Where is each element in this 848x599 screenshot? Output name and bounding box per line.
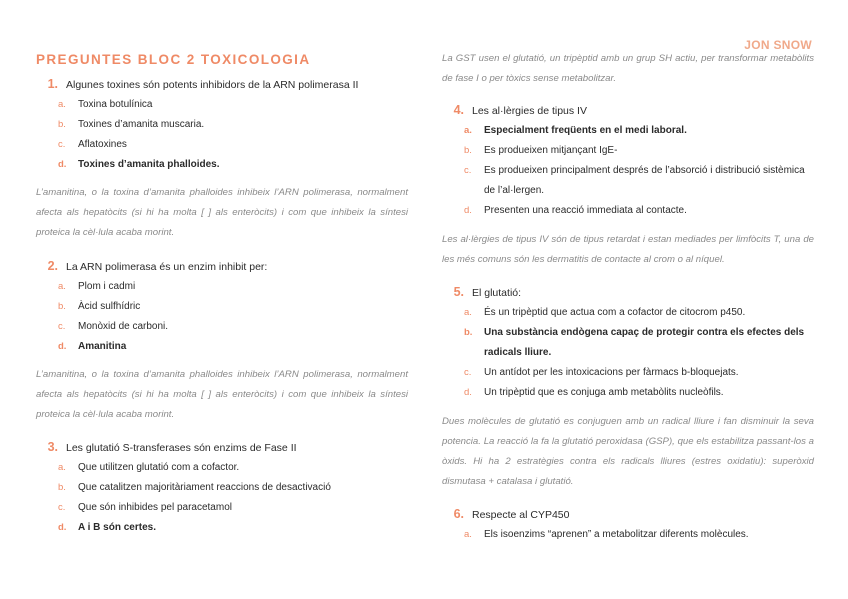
option-d: d. Un tripèptid que es conjuga amb metabòlits nucleòfils. [464,387,724,398]
option-c: c. Un antídot per les intoxicacions per fàrmacs b-bloquejats. [464,367,739,378]
question-number: 5. [453,285,464,299]
option-list [36,458,408,538]
question-2 [36,256,408,357]
option-c: c. Monòxid de carboni. [58,321,169,332]
option-b: b. Àcid sulfhídric [58,301,141,312]
option-list [36,95,408,175]
option-list [442,121,814,221]
explanation: L’amanitina, o la toxina d’amanita phalloides inhibeix l’ARN polimerasa, normalment afecta als hepatòcits (si hi ha molta [ ] als enteròcits) i com que inhibeix la síntesi proteica la cèl·lula acaba morint. [36,187,408,238]
option-a: a. Que utilitzen glutatió com a cofactor. [58,462,240,473]
question-text: Les glutatió S-transferases són enzims de Fase II [66,442,297,454]
option-b: b. Toxines d’amanita muscaria. [58,119,205,130]
explanation: Les al·lèrgies de tipus IV són de tipus retardat i estan mediades per limfòcits T, una de les més comuns són les dermatitis de contacte al crom o al níquel. [442,234,814,265]
option-a: a. Els isoenzims “aprenen” a metabolitzar diferents molècules. [464,529,749,540]
option-d-correct: d. Toxines d’amanita phalloides. [58,159,220,170]
question-text: El glutatió: [472,287,522,299]
option-c: c. Es produeixen principalment després de l’absorció i distribució sistèmica de l’al·lergen. [464,165,805,196]
option-list [442,303,814,403]
question-number: 6. [453,507,464,521]
question-6 [442,504,814,545]
option-d: d. Presenten una reacció immediata al contacte. [464,205,687,216]
explanation: La GST usen el glutatió, un tripèptid amb un grup SH actiu, per transformar metabòlits de fase I o per tòxics sense metabolitzar. [442,53,814,84]
question-text: La ARN polimerasa és un enzim inhibit per: [66,261,268,273]
question-1 [36,74,408,175]
option-a-correct: a. Especialment freqüents en el medi laboral. [464,125,687,136]
author-name: JON SNOW [744,38,812,52]
option-d-correct: d. A i B són certes. [58,522,156,533]
option-d-correct: d. Amanitina [58,341,127,352]
question-number: 1. [47,77,58,91]
option-a: a. Toxina botulínica [58,99,153,110]
option-b: b. Que catalitzen majoritàriament reaccions de desactivació [58,482,331,493]
question-4 [442,100,814,221]
option-c: c. Aflatoxines [58,139,127,150]
question-text: Les al·lèrgies de tipus IV [472,105,587,117]
question-text: Respecte al CYP450 [472,509,570,521]
option-c: c. Que són inhibides pel paracetamol [58,502,232,513]
page-title: PREGUNTES BLOC 2 TOXICOLOGIA [36,52,311,67]
option-b: b. Es produeixen mitjançant IgE- [464,145,618,156]
explanation: Dues molècules de glutatió es conjuguen amb un radical lliure i fan disminuir la seva potencia. La reacció la fa la glutatió peroxidasa (GSP), que els estabilitza passant-los a òxids. Hi ha 2 estratègies contra els radicals lliures (estres oxidatiu): superòxid dismutasa + catalasa i glutatió. [442,416,814,487]
question-3 [36,437,408,538]
question-5 [442,282,814,403]
explanation: L’amanitina, o la toxina d’amanita phalloides inhibeix l’ARN polimerasa, normalment afecta als hepatòcits (si hi ha molta [ ] als enteròcits) i com que inhibeix la síntesi proteica la cèl·lula acaba morint. [36,369,408,420]
option-a: a. Plom i cadmi [58,281,136,292]
question-number: 2. [47,259,58,273]
option-list [442,525,814,545]
option-a: a. És un tripèptid que actua com a cofactor de citocrom p450. [464,307,746,318]
question-number: 3. [47,440,58,454]
option-list [36,277,408,357]
question-number: 4. [453,103,464,117]
question-text: Algunes toxines són potents inhibidors de la ARN polimerasa II [66,79,359,91]
option-b-correct: b. Una substància endògena capaç de protegir contra els efectes dels radicals lliure. [464,327,805,358]
